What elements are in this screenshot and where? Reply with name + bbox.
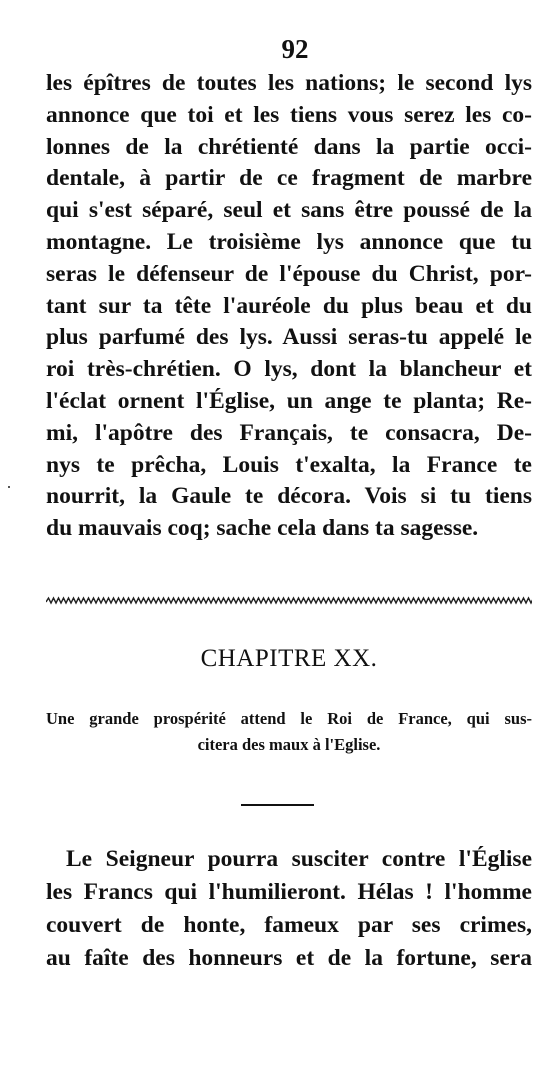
chapter-title: CHAPITRE XX. [200, 645, 378, 672]
chapter-summary [46, 706, 532, 758]
paper-speck [8, 486, 10, 488]
wavy-divider [46, 596, 532, 606]
text-line: du mauvais coq; sache cela dans ta sagesse. [46, 515, 479, 542]
text-line: au faîte des honneurs et de la fortune, sera [46, 945, 532, 971]
text-line: les épîtres de toutes les nations; le second lys [46, 70, 532, 96]
text-line: seras le défenseur de l'épouse du Christ, por- [46, 260, 532, 287]
text-line: mi, l'apôtre des Français, te consacra, De- [46, 419, 532, 446]
section-rule [241, 804, 314, 806]
text-line: nys te prêcha, Louis t'exalta, la France te [46, 451, 532, 478]
top-paragraph [46, 68, 532, 545]
text-line: dentale, à partir de ce fragment de marbre [46, 165, 532, 192]
text-line: tant sur ta tête l'auréole du plus beau et du [46, 292, 532, 319]
text-line: l'éclat ornent l'Église, un ange te planta; Re- [46, 387, 532, 414]
text-line: nourrit, la Gaule te décora. Vois si tu tiens [46, 483, 532, 510]
text-line: roi très-chrétien. O lys, dont la blancheur et [46, 356, 532, 383]
summary-line: Une grande prospérité attend le Roi de France, qui sus- [46, 709, 532, 728]
text-line: annonce que toi et les tiens vous serez les co- [46, 101, 532, 128]
text-line: les Francs qui l'humilieront. Hélas ! l'homme [46, 879, 532, 905]
text-line: Le Seigneur pourra susciter contre l'Église [66, 846, 532, 872]
page-number: 92 [281, 34, 309, 64]
text-line: montagne. Le troisième lys annonce que tu [46, 228, 532, 255]
text-line: couvert de honte, fameux par ses crimes, [46, 912, 532, 938]
bottom-paragraph [46, 843, 532, 975]
summary-line: citera des maux à l'Eglise. [197, 735, 381, 754]
text-line: lonnes de la chrétienté dans la partie occi- [46, 133, 532, 160]
text-line: plus parfumé des lys. Aussi seras-tu appelé le [46, 324, 532, 351]
text-line: qui s'est séparé, seul et sans être poussé de la [46, 197, 532, 224]
